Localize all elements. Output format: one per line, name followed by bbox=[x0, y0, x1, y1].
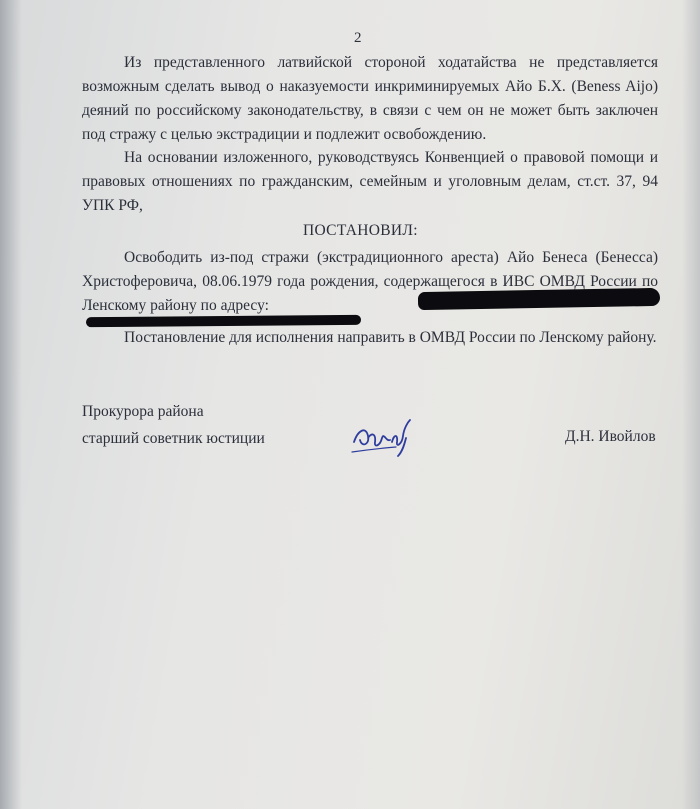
page-shadow-left bbox=[0, 0, 22, 809]
paragraph-decision: Освободить из-под стражи (экстрадиционного ареста) Айо Бенеса (Бенесса) Христоферовича, 08.06.1979 года рождения, содержащегося в ИВС ОМВД России по Ленскому району по адресу: bbox=[82, 249, 658, 314]
signatory-title-line2: старший советник юстиции bbox=[82, 430, 265, 447]
signatory-name: Д.Н. Ивойлов bbox=[565, 428, 656, 445]
decision-heading: ПОСТАНОВИЛ: bbox=[303, 222, 418, 239]
handwritten-signature bbox=[348, 412, 426, 460]
paragraph-findings: Из представленного латвийской стороной ходатайства не представляется возможным сделать вывод о наказуемости инкриминируемых Айо Б.Х. (Beness Aijo) деяний по российскому законодательству, в связи с чем он не может быть заключен под стражу с целью экстрадиции и подлежит освобождению. bbox=[82, 54, 658, 143]
paragraph-instruction: Постановление для исполнения направить в ОМВД России по Ленскому району. bbox=[124, 329, 657, 346]
signatory-title-line1: Прокурора района bbox=[82, 403, 204, 420]
page-number: 2 bbox=[354, 30, 362, 46]
paragraph-grounds: На основании изложенного, руководствуясь Конвенцией о правовой помощи и правовых отношениях по гражданским, семейным и уголовным делам, ст.ст. 37, 94 УПК РФ, bbox=[82, 149, 658, 214]
page-shadow-right bbox=[682, 0, 700, 809]
